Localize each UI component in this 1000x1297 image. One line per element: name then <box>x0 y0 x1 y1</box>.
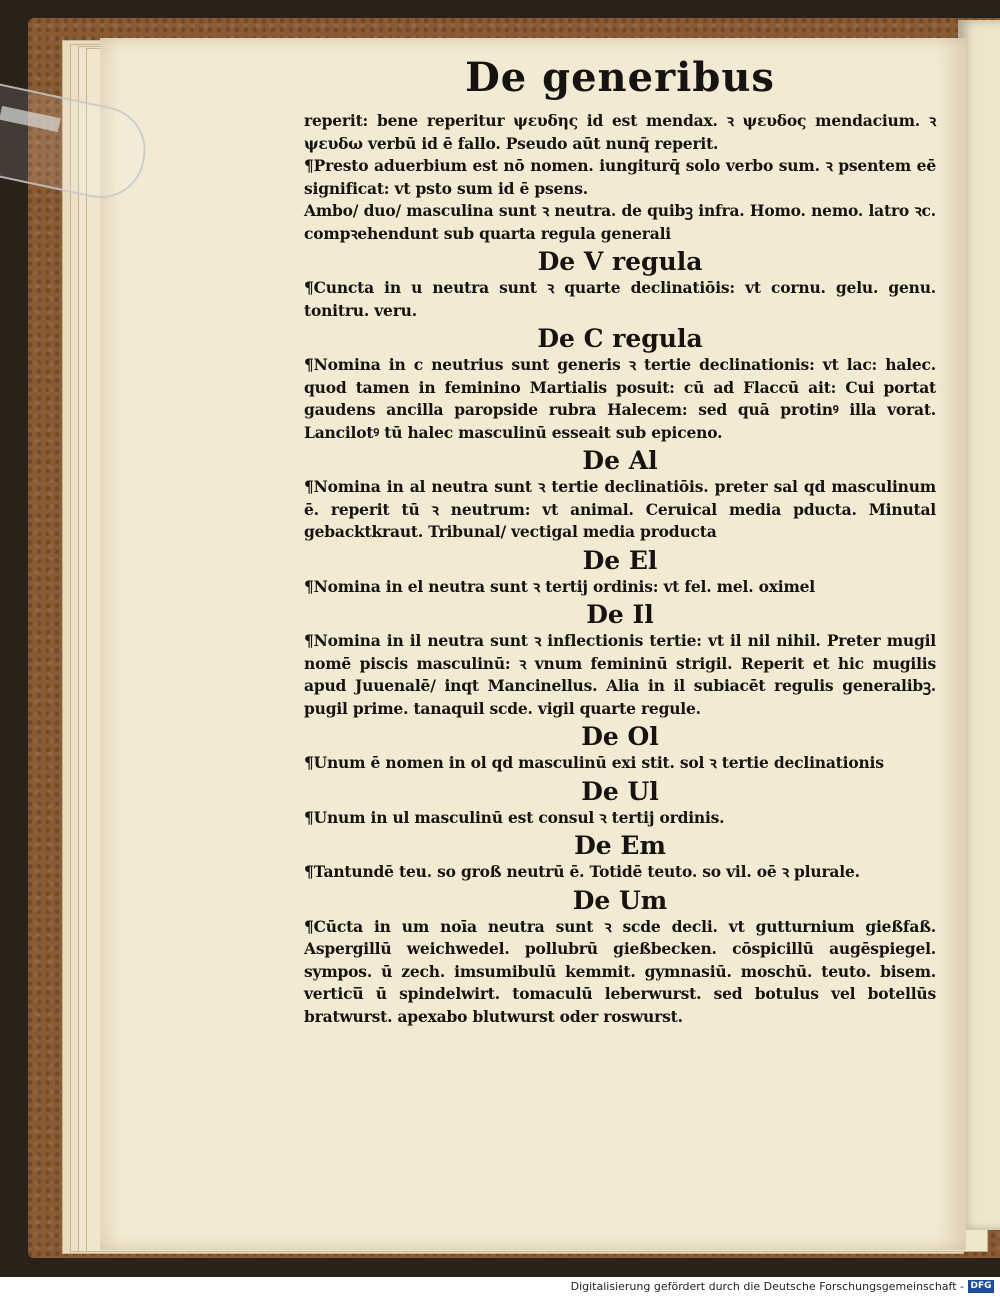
section <box>304 886 936 1029</box>
section <box>304 777 936 830</box>
section <box>304 110 936 245</box>
paragraph: ¶Cūcta in um noīa neutra sunt ꝛ scde decli. vt gutturnium gießfaß. Aspergillū weichwedel. pollubrū gießbecken. cōspicillū augēspiegel. sympos. ū zech. imsumibulū kemmit. gymnasiū. moschū. teuto. bisem. verticu̅ ū spindelwirt. tomaculū leberwurst. sed botulus vel botellūs bratwurst. apexabo blutwurst oder roswurst. <box>304 916 936 1026</box>
paragraph: ¶Nomina in al neutra sunt ꝛ tertie declinatiōis. preter sal qd masculinum ē. reperit tū ꝛ neutrum: vt animal. Ceruical media pducta. Minutal gebacktkraut. Tribunal/ vectigal media producta <box>304 477 936 541</box>
section-heading: De El <box>582 545 658 575</box>
section-heading: De Ul <box>581 776 659 806</box>
footer-bar <box>0 1277 1000 1297</box>
section <box>304 324 936 444</box>
section-heading: De Ol <box>581 722 659 751</box>
section-heading: De Em <box>574 831 666 860</box>
paragraph: ¶Cuncta in u neutra sunt ꝛ quarte declinatiōis: vt cornu. gelu. genu. tonitru. veru. <box>304 278 936 320</box>
section <box>304 546 936 599</box>
paragraph: ¶Presto aduerbium est nō nomen. iungiturq̄ solo verbo sum. ꝛ psentem eē significat: vt psto sum id ē psens. <box>304 156 936 198</box>
dfg-logo-icon: DFG <box>968 1280 994 1293</box>
section-heading: De Um <box>572 885 668 915</box>
funding-credit: Digitalisierung gefördert durch die Deutsche Forschungsgemeinschaft - <box>570 1280 964 1293</box>
section <box>304 247 936 322</box>
section-heading: De Il <box>586 600 654 629</box>
paragraph: Ambo/ duo/ masculina sunt ꝛ neutra. de quibꝫ infra. Homo. nemo. latro ꝛc. compꝛehendunt sub quarta regula generali <box>304 201 936 243</box>
section <box>304 446 936 544</box>
section-heading: De V regula <box>537 247 703 276</box>
paragraph: ¶Nomina in el neutra sunt ꝛ tertij ordinis: vt fel. mel. oximel <box>304 576 816 596</box>
page-title: De generibus <box>465 54 775 101</box>
section <box>304 600 936 720</box>
paragraph: reperit: bene reperitur ψευδης id est mendax. ꝛ ψευδος mendacium. ꝛ ψευδω verbū id ē fallo. Pseudo aūt nunq̄ reperit. <box>304 111 936 153</box>
section <box>304 831 936 884</box>
paragraph: ¶Unum in ul masculinū est consul ꝛ tertij ordinis. <box>304 807 725 827</box>
paragraph: ¶Unum ē nomen in ol qd masculinū exi stit. sol ꝛ tertie declinationis <box>304 753 884 772</box>
paragraph: ¶Nomina in il neutra sunt ꝛ inflectionis tertie: vt il nil nihil. Preter mugil nomē piscis masculinū: ꝛ vnum femininū strigil. Reperit et hic mugilis apud Juuenalē/ inqt Mancinellus. Alia in il subiacēt regulis generalibꝫ. pugil prime. tanaquil scde. vigil quarte regule. <box>304 631 936 718</box>
section-heading: De Al <box>582 446 658 475</box>
section <box>304 722 936 775</box>
page-text <box>304 52 936 1028</box>
paragraph: ¶Nomina in c neutrius sunt generis ꝛ tertie declinationis: vt lac: halec. quod tamen in feminino Martialis posuit: cū ad Flaccū ait: Cui portat gaudens ancilla paropside rubra Halecem: sed quā protinꝰ illa vorat. Lancilotꝰ tū halec masculinū esseait sub epiceno. <box>304 355 936 442</box>
section-heading: De C regula <box>537 324 703 353</box>
paragraph: ¶Tantundē teu. so groß neutrū ē. Totidē teuto. so vil. oē ꝛ plurale. <box>304 862 860 881</box>
